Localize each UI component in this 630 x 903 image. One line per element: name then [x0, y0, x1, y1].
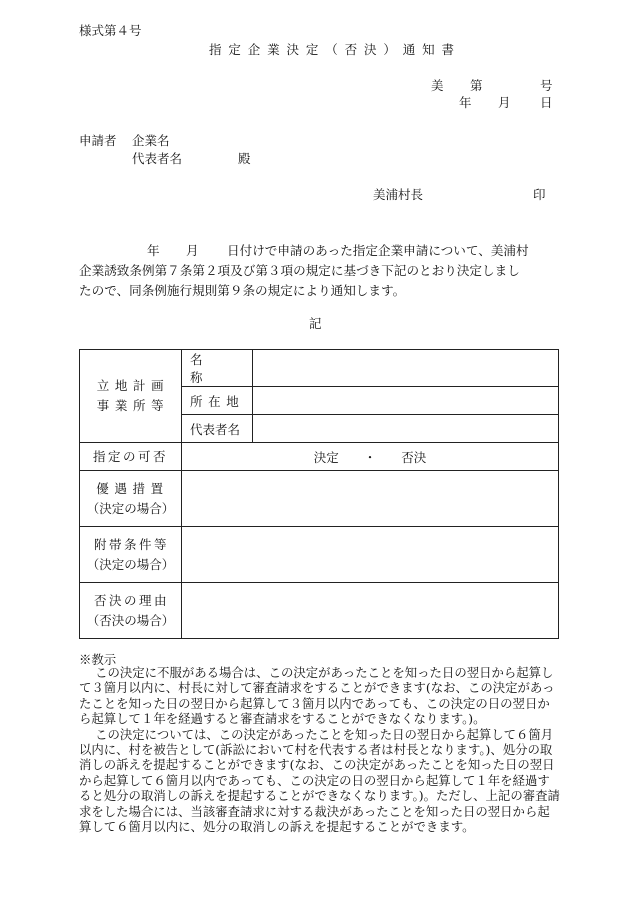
date-month: 月 [498, 95, 511, 110]
rep-label: 代表者名 [132, 151, 183, 166]
incentive-line2: （決定の場合） [86, 500, 175, 516]
notice-para-1: この決定に不服がある場合は、この決定があったことを知った日の翌日から起算して３箇月以内に、村長に対して審査請求をすることができます(なお、この決定があったことを知った日の翌日から起算して３箇月以内であっても、この決定の日の翌日から起算して１年を経過すると審査請求をすることができなくなります。)。 [79, 665, 555, 727]
ref-prefix: 美 [431, 78, 444, 93]
intro-line3: たので、同条例施行規則第９条の規定により通知します。 [79, 283, 406, 298]
reason-line2: （否決の場合） [86, 612, 175, 628]
name-label: 名称 [190, 352, 223, 385]
site-label-line1: 立地計画 [96, 378, 170, 393]
decision-options-cell[interactable] [182, 443, 559, 471]
decision-label: 指定の可否 [92, 448, 168, 464]
ref-suffix: 号 [540, 78, 553, 93]
conditions-value-cell[interactable] [182, 527, 559, 583]
decision-table [79, 349, 559, 639]
incentive-line1: 優遇措置 [96, 480, 169, 496]
rep-label-cell [182, 415, 253, 443]
address-label-cell [182, 387, 253, 415]
conditions-label-cell [80, 527, 182, 583]
rep-label-table: 代表者名 [190, 421, 241, 437]
intro-month: 月 [186, 243, 199, 258]
reason-line1: 否決の理由 [93, 592, 169, 608]
notice-heading: ※教示 [79, 652, 117, 667]
ref-mid: 第 [470, 78, 483, 93]
conditions-line2: （決定の場合） [86, 556, 175, 572]
sender-name: 美浦村長 [373, 187, 424, 202]
seal-mark: 印 [533, 187, 546, 202]
applicant-label: 申請者 [79, 133, 117, 148]
decision-label-cell [80, 443, 182, 471]
rep-value-cell[interactable] [253, 415, 559, 443]
honorific: 殿 [238, 151, 251, 166]
decision-options: 決定 ・ 否決 [313, 449, 427, 465]
notice-body [79, 665, 561, 834]
incentive-label-cell [80, 471, 182, 527]
address-value-cell[interactable] [253, 387, 559, 415]
intro-year: 年 [147, 243, 160, 258]
name-label-cell [182, 350, 253, 387]
company-label: 企業名 [132, 133, 170, 148]
site-label-cell [80, 350, 182, 443]
incentive-value-cell[interactable] [182, 471, 559, 527]
document-title: 指定企業決定（否決）通知書 [209, 42, 461, 57]
date-day: 日 [540, 95, 553, 110]
reason-label-cell [80, 583, 182, 639]
intro-line1: 日付けで申請のあった指定企業申請について、美浦村 [227, 243, 529, 258]
address-label: 所在地 [190, 393, 245, 409]
date-year: 年 [459, 95, 472, 110]
form-number: 様式第４号 [79, 23, 142, 38]
site-label-line2: 事業所等 [96, 398, 170, 413]
notice-para-2: この決定については、この決定があったことを知った日の翌日から起算して６箇月以内に、村を被告として(訴訟において村を代表する者は村長となります。)、処分の取消しの訴えを提起することができます(なお、この決定があったことを知った日の翌日から起算して６箇月以内であっても、この決定の日の翌日から起算して１年を経過すると処分の取消しの訴えを提起することができなくなります。)。ただし、上記の審査請求をした場合には、当該審査請求に対する裁決があったことを知った日の翌日から起算して６箇月以内に、処分の取消しの訴えを提起することができます。 [79, 726, 560, 835]
ki-mark: 記 [309, 316, 322, 331]
name-value-cell[interactable] [253, 350, 559, 387]
reason-value-cell[interactable] [182, 583, 559, 639]
intro-line2: 企業誘致条例第７条第２項及び第３項の規定に基づき下記のとおり決定しまし [79, 263, 520, 278]
conditions-line1: 附帯条件等 [93, 536, 169, 552]
